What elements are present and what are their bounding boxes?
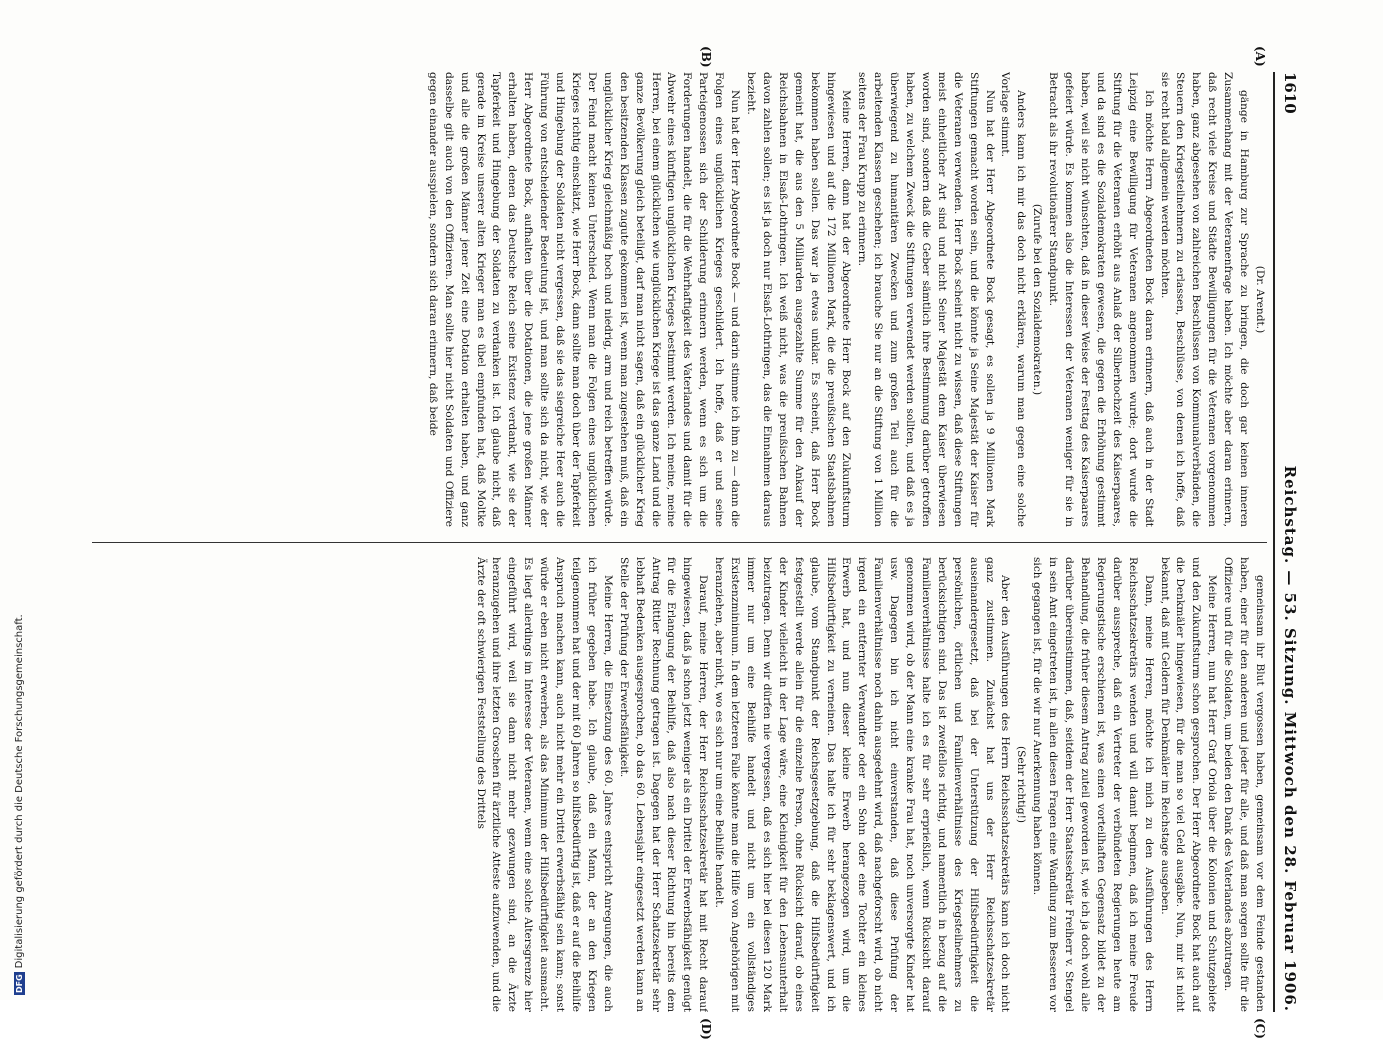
page-title: Reichstag. — 53. Sitzung. Mittwoch den 28. Februar 1906.	[1281, 465, 1299, 1012]
digitization-credit	[14, 614, 25, 995]
paragraph: Ich möchte Herrn Abgeordneten Bock daran erinnern, daß auch in der Stadt Leipzig eine Bewilligung für Veteranen angenommen wurde; dort wurde die Stiftung für die Veteranen erhöht aus Anlaß der Silberhochzeit des Kaiserpaares, und da sind es die Sozialdemokraten gewesen, die gegen die Erhöhung gestimmt haben, weil sie nicht wünschten, daß in dieser Weise der Festtag des Kaiserpaares gefeiert würde. Es kommen also die Interessen der Veteranen weniger für sie in Betracht als ihr revolutionärer Standpunkt.	[1047, 72, 1155, 527]
rotated-page-content	[73, 46, 1303, 1040]
paragraph: Meine Herren, dann hat der Abgeordnete Herr Bock auf den Zukunftsturm hingewiesen und auf die 172 Millionen Mark, die die preußischen Staatsbahnen bekommen haben sollen. Das war ja etwas unklar. Es scheint, daß Herr Bock gemeint hat, die aus den 5 Milliarden ausgezahlte Summe für den Ankauf der Reichsbahnen in Elsaß-Lothringen. Ich weiß nicht, was die preußischen Bahnen davon zahlen sollen; es ist ja doch nur Elsaß-Lothringen, das die Einnahmen daraus bezieht.	[745, 72, 853, 527]
paragraph: Meine Herren, nun hat Herr Graf Oriola über die Kolonien und Schutzgebiete und den Zukunftsturm schon gesprochen. Der Herr Abgeordnete Bock hat auch auf die Denkmäler hingewiesen, für die man so viel Geld ausgäbe. Nun, mir ist nicht bekannt, daß mit Geldern für Denkmäler im Reichstage ausgeben.	[1158, 557, 1219, 1012]
interjection: (Zurufe bei den Sozialdemokraten.)	[1031, 203, 1044, 396]
paragraph: Meine Herren, die Einsetzung des 60. Jahres entspricht Anregungen, die auch ich früher gegeben habe. Ich glaube, daß ein Mann, der an den Kriegen teilgenommen hat und der mit 60 Jahren so hilfsbedürftig ist, daß er auf die Beihilfe Anspruch machen kann, auch nicht mehr ein Drittel erwerbsfähig sein kann; sonst würde er eben nicht erwerben, als das Minimum der Hilfsbedürftigkeit ausmacht. Es liegt allerdings im Interesse der Veteranen, wenn eine solche Altersgrenze hier eingeführt wird, weil sie dann nicht mehr gezwungen sind, an die Ärzte heranzugehen und ihre letzten Groschen für ärztliche Atteste aufzuwenden, und die Ärzte der oft schwierigen Feststellung des Drittels	[474, 557, 614, 1012]
paragraph: gemeinsam ihr Blut vergossen haben, gemeinsam vor dem Feinde gestanden haben, einer für den anderen und jeder für alle, und daß man sorgen sollte für die Offiziere und für die Soldaten, um beiden den Dank des Vaterlandes abzutragen.	[1222, 557, 1266, 1012]
header-rule	[1273, 72, 1275, 1012]
margin-mark-a: (A)	[1253, 46, 1267, 67]
paragraph: Darauf, meine Herren, der Herr Reichsschatzsekretär hat mit Recht darauf hingewiesen, daß ja schon jetzt weniger als ein Drittel der Erwerbsfähigkeit genügt für die Erlangung der Beihilfe, daß also nach dieser Richtung hin bereits dem Antrag Rittler Rechnung getragen ist. Dagegen hat der Herr Schatzsekretär sehr lebhaft Bedenken ausgesprochen, ob das 60. Lebensjahr eingesetzt werden kann an Stelle der Prüfung der Erwerbsfähigkeit.	[617, 557, 710, 1012]
speaker-name: (Dr. Arendt.)	[1254, 265, 1266, 334]
column-divider	[92, 542, 1267, 543]
page-header	[1277, 72, 1303, 1012]
paragraph: Nun hat der Herr Abgeordnete Bock gesagt, es sollen ja 9 Millionen Mark Stiftungen gemacht worden sein, und die könnte ja Seine Majestät der Kaiser für die Veteranen verwenden. Herr Bock scheint nicht zu wissen, daß diese Stiftungen meist einheitlicher Art sind und nicht Seiner Majestät dem Kaiser überwiesen worden sind, sondern daß die Geber sämtlich ihre Bestimmung darüber getroffen haben, zu welchem Zweck die Stiftungen verwendet werden sollten, und daß es ja überwiegend zu humanitären Zwecken und zum großen Teil auch für die arbeitenden Klassen geschehen; ich brauche Sie nur an die Stiftung von 1 Million seitens der Frau Krupp zu erinnern.	[856, 72, 996, 527]
margin-mark-d: (D)	[699, 1018, 713, 1040]
paragraph: Dann, meine Herren, möchte ich mich zu den Ausführungen des Herrn Reichsschatzsekretärs wenden und will damit beginnen, daß ich meine Freude darüber ausspreche, daß ein Vertreter der verbündeten Regierungen heute am Regierungstische erschienen ist, was einen vorteilhaften Gegensatz bildet zu der Behandlung, die früher diesem Antrag zuteil geworden ist, wie ich ja doch wohl alle darüber übereinstimmen, daß, seitdem der Herr Staatssekretär Freiherr v. Stengel in sein Amt eingetreten ist, in allen diesen Fragen eine Wandlung zum Besseren vor sich gegangen ist, für die wir nur Anerkennung haben können.	[1031, 557, 1155, 1012]
page-number: 1610	[1281, 72, 1299, 114]
interjection: (Sehr richtig!)	[1015, 746, 1028, 823]
paragraph: Aber den Ausführungen des Herrn Reichsschatzsekretärs kann ich doch nicht ganz zustimmen. Zunächst hat uns der Herr Reichsschatzsekretär auseinandergesetzt, daß bei der Unterstützung der Hilfsbedürftigkeit die persönlichen, örtlichen und Familienverhältnisse des Kriegsteilnehmers zu berücksichtigen sind. Das ist zweifellos richtig, und namentlich in bezug auf die Familienverhältnisse halte ich es für sehr erprießlich, wenn Rücksicht darauf genommen wird, ob der Mann eine kranke Frau hat, noch unversorgte Kinder hat usw. Dagegen bin ich nicht einverstanden, daß diese Prüfung der Familienverhältnisse noch dahin ausgedehnt wird, daß nachgeforscht wird, ob nicht irgend ein entfernter Verwandter oder ein Sohn oder eine Tochter ein kleines Erwerb hat, und nun dieser kleine Erwerb herangezogen wird, um die Hilfsbedürftigkeit zu verneinen. Das halte ich für sehr beklagenswert, und ich glaube, vom Standpunkt der Reichsgesetzgebung, daß die Hilfsbedürftigkeit festgestellt werde allein für die einzelne Person, ohne Rücksicht darauf, ob eines der Kinder vielleicht in der Lage wäre, eine Kleinigkeit für den Lebensunterhalt beizutragen. Denn wir dürfen nie vergessen, daß es sich hier bei diesen 120 Mark immer nur um eine Beihilfe handelt und nicht um ein vollständiges Existenzminimum. In dem letzteren Falle könnte man die Hilfe von Angehörigen mit heranziehen, aber nicht, wo es sich nur um eine Beihilfe handelt.	[713, 557, 1012, 1012]
credit-text: Digitalisierung gefördert durch die Deutsche Forschungsgemeinschaft.	[14, 614, 25, 969]
dfg-logo: DFG	[15, 974, 24, 993]
margin-mark-b: (B)	[699, 46, 713, 68]
margin-mark-c: (C)	[1253, 1018, 1267, 1039]
paragraph: Anders kann ich mir das doch nicht erklären, warum man gegen eine solche Vorlage stimmt.	[999, 72, 1028, 527]
paragraph: Nun hat der Herr Abgeordnete Bock — und darin stimme ich ihm zu — dann die Folgen eines unglücklichen Krieges geschildert. Ich hoffe, daß er und seine Parteigenossen sich der Schilderung erinnern werden, wenn es sich um die Forderungen handelt, die für die Wehrhaftigkeit des Vaterlandes und damit für die Abwehr eines künftigen unglücklichen Krieges bestimmt werden. Ich meine, meine Herren, bei einem glücklichen wie unglücklichen Kriege ist das ganze Land und die ganze Bevölkerung gleich beteiligt, darf man nicht sagen, daß ein glücklicher Krieg den besitzenden Klassen zugute gekommen ist, wenn man zugestehen muß, daß ein unglücklicher Krieg gleichmäßig hoch und niedrig, arm und reich betreffen würde. Der Feind macht keinen Unterschied. Wenn man die Folgen eines unglücklichen Krieges richtig einschätzt, wie Herr Bock, dann sollte man doch über der Tapferkeit und Hingebung der Soldaten nicht vergessen, daß sie das siegreiche Heer auch die Führung von entscheidender Bedeutung ist, und man sollte sich da nicht, wie der Herr Abgeordnete Bock, aufhalten über die Dotationen, die jene großen Männer erhalten haben, denen das Deutsche Reich seine Existenz verdankt, wie sie der Tapferkeit und Hingebung der Soldaten zu verdanken ist. Ich glaube nicht, daß gerade im Kreise unserer alten Krieger man es übel empfunden hat, daß Moltke und alle die großen Männer jener Zeit eine Dotation erhalten haben, und ganz dasselbe gilt auch von den Offizieren. Man sollte hier nicht Soldaten und Offiziere gegen einander ausspielen, sondern sich daran erinnern, daß beide	[426, 72, 742, 527]
paragraph: gänge in Hamburg zur Sprache zu bringen, die doch gar keinen inneren Zusammenhang mit der Veteranenfrage haben. Ich möchte aber daran erinnern, daß recht viele Kreise und Städte Bewilligungen für die Veteranen vorgenommen haben, ganz abgesehen von zahlreichen Beschlüssen von Kommunalverbänden, die Steuern den Kriegsteilnehmern zu erlassen, Beschlüsse, von denen ich hoffe, daß sie recht bald allgemein werden möchten.	[1158, 72, 1251, 527]
left-column	[87, 72, 1267, 527]
right-column	[87, 557, 1267, 1012]
